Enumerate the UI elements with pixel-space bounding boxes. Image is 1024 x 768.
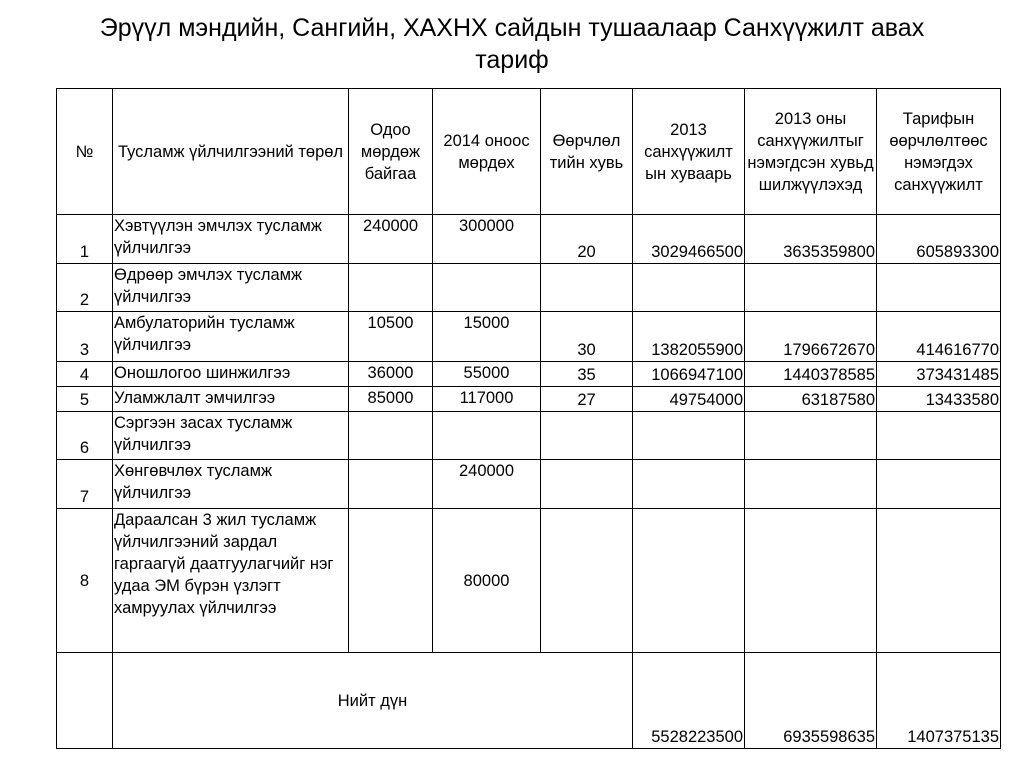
col-header-current: Одоо мөрдөж байгаа bbox=[349, 89, 433, 215]
col-header-increase: Тарифын өөрчлөлтөөс нэмэгдэх санхүүжилт bbox=[877, 89, 1001, 215]
table-row bbox=[57, 312, 1001, 362]
change-percent: 20 bbox=[541, 215, 633, 264]
current-tariff: 240000 bbox=[349, 215, 433, 264]
service-name: Хэвтүүлэн эмчлэх тусламж үйлчилгээ bbox=[113, 215, 349, 264]
funding-2013: 1382055900 bbox=[633, 312, 745, 362]
funding-2013 bbox=[633, 460, 745, 509]
service-name: Хөнгөвчлөх тусламж үйлчилгээ bbox=[113, 460, 349, 509]
page-title: Эрүүл мэндийн, Сангийн, ХАХНХ сайдын тушаалаар Санхүүжилт авах тариф bbox=[99, 14, 925, 74]
service-name: Амбулаторийн тусламж үйлчилгээ bbox=[113, 312, 349, 362]
total-empty-cell bbox=[57, 653, 113, 749]
service-name: Оношлогоо шинжилгээ bbox=[113, 362, 349, 387]
current-tariff: 36000 bbox=[349, 362, 433, 387]
tariff-2014: 300000 bbox=[433, 215, 541, 264]
service-name: Дараалсан 3 жил тусламж үйлчилгээний зардал гаргаагүй даатгуулагчийг нэг удаа ЭМ бүрэн үзлэгт хамруулах үйлчилгээ bbox=[113, 509, 349, 653]
tariff-2014: 15000 bbox=[433, 312, 541, 362]
service-name: Уламжлалт эмчилгээ bbox=[113, 387, 349, 412]
added-funding-2013 bbox=[745, 264, 877, 312]
funding-2013: 3029466500 bbox=[633, 215, 745, 264]
change-percent: 30 bbox=[541, 312, 633, 362]
current-tariff: 10500 bbox=[349, 312, 433, 362]
added-funding-2013: 63187580 bbox=[745, 387, 877, 412]
row-number: 1 bbox=[57, 215, 113, 264]
table-row bbox=[57, 509, 1001, 653]
tariff-2014 bbox=[433, 264, 541, 312]
col-header-service: Тусламж үйлчилгээний төрөл bbox=[113, 89, 349, 215]
table-row bbox=[57, 215, 1001, 264]
row-number: 2 bbox=[57, 264, 113, 312]
current-tariff bbox=[349, 460, 433, 509]
funding-increase: 414616770 bbox=[877, 312, 1001, 362]
funding-increase: 373431485 bbox=[877, 362, 1001, 387]
table-row bbox=[57, 412, 1001, 460]
total-label: Нийт дүн bbox=[113, 653, 633, 749]
total-row bbox=[57, 653, 1001, 749]
service-name: Сэргээн засах тусламж үйлчилгээ bbox=[113, 412, 349, 460]
funding-2013 bbox=[633, 412, 745, 460]
tariff-2014: 80000 bbox=[433, 509, 541, 653]
change-percent: 35 bbox=[541, 362, 633, 387]
change-percent bbox=[541, 509, 633, 653]
change-percent bbox=[541, 412, 633, 460]
change-percent bbox=[541, 460, 633, 509]
funding-increase: 13433580 bbox=[877, 387, 1001, 412]
funding-increase bbox=[877, 460, 1001, 509]
row-number: 6 bbox=[57, 412, 113, 460]
added-funding-2013 bbox=[745, 460, 877, 509]
col-header-change-pct: Өөрчлөл тийн хувь bbox=[541, 89, 633, 215]
table-row bbox=[57, 387, 1001, 412]
current-tariff: 85000 bbox=[349, 387, 433, 412]
col-header-added-2013: 2013 оны санхүүжилтыг нэмэгдсэн хувьд шилжүүлэхэд bbox=[745, 89, 877, 215]
tariff-2014: 117000 bbox=[433, 387, 541, 412]
funding-2013: 49754000 bbox=[633, 387, 745, 412]
current-tariff bbox=[349, 412, 433, 460]
funding-2013: 1066947100 bbox=[633, 362, 745, 387]
col-header-no: № bbox=[57, 89, 113, 215]
row-number: 8 bbox=[57, 509, 113, 653]
tariff-2014 bbox=[433, 412, 541, 460]
service-name: Өдрөөр эмчлэх тусламж үйлчилгээ bbox=[113, 264, 349, 312]
funding-2013 bbox=[633, 264, 745, 312]
total-funding-increase: 1407375135 bbox=[877, 653, 1001, 749]
added-funding-2013: 3635359800 bbox=[745, 215, 877, 264]
total-funding-2013: 5528223500 bbox=[633, 653, 745, 749]
total-added-funding-2013: 6935598635 bbox=[745, 653, 877, 749]
row-number: 5 bbox=[57, 387, 113, 412]
funding-increase bbox=[877, 412, 1001, 460]
change-percent bbox=[541, 264, 633, 312]
added-funding-2013: 1796672670 bbox=[745, 312, 877, 362]
funding-increase: 605893300 bbox=[877, 215, 1001, 264]
tariff-table bbox=[56, 88, 1001, 749]
funding-increase bbox=[877, 509, 1001, 653]
tariff-2014: 55000 bbox=[433, 362, 541, 387]
added-funding-2013: 1440378585 bbox=[745, 362, 877, 387]
funding-increase bbox=[877, 264, 1001, 312]
table-row bbox=[57, 264, 1001, 312]
header-row bbox=[57, 89, 1001, 215]
current-tariff bbox=[349, 509, 433, 653]
added-funding-2013 bbox=[745, 412, 877, 460]
table-row bbox=[57, 460, 1001, 509]
col-header-2014: 2014 оноос мөрдөх bbox=[433, 89, 541, 215]
table-row bbox=[57, 362, 1001, 387]
added-funding-2013 bbox=[745, 509, 877, 653]
row-number: 3 bbox=[57, 312, 113, 362]
tariff-2014: 240000 bbox=[433, 460, 541, 509]
current-tariff bbox=[349, 264, 433, 312]
funding-2013 bbox=[633, 509, 745, 653]
col-header-fund-2013: 2013 санхүүжилт ын хуваарь bbox=[633, 89, 745, 215]
row-number: 4 bbox=[57, 362, 113, 387]
row-number: 7 bbox=[57, 460, 113, 509]
change-percent: 27 bbox=[541, 387, 633, 412]
